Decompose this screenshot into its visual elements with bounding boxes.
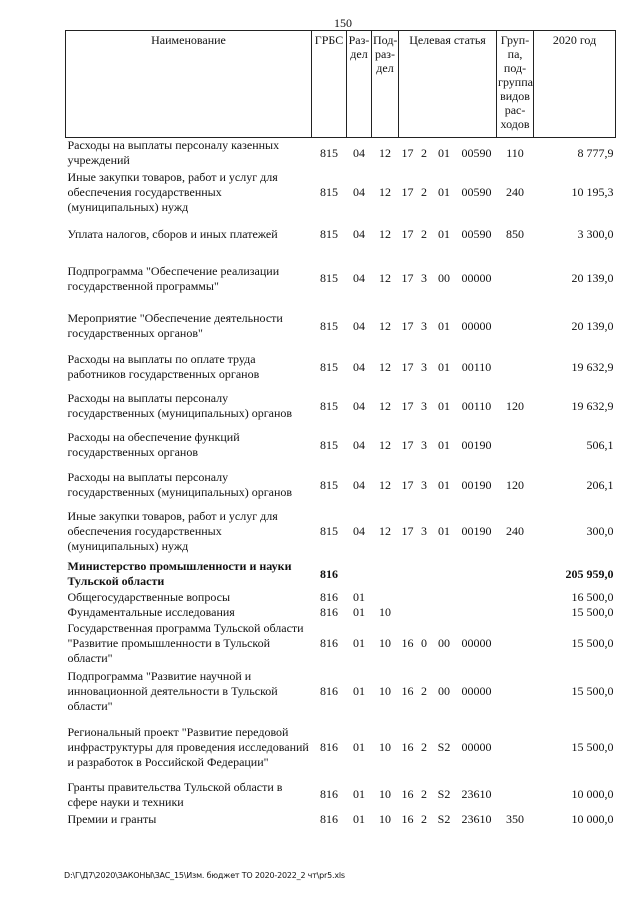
target-program-code: 17 <box>401 524 414 538</box>
expense-group-code: 850 <box>506 226 525 241</box>
expense-group-code <box>497 667 534 715</box>
target-program-code: 16 <box>401 739 414 754</box>
target-direction-code: 00590 <box>461 226 492 241</box>
podrazdel-code: 10 <box>379 811 391 826</box>
podrazdel-code: 12 <box>379 226 391 241</box>
target-program-code: 17 <box>401 437 414 452</box>
target-program-code: 17 <box>401 477 414 492</box>
target-program-code <box>399 558 417 590</box>
target-program-code: 17 <box>401 271 414 285</box>
target-event-code: S2 <box>437 739 451 754</box>
target-program-code: 17 <box>401 145 414 160</box>
target-event-code <box>432 590 457 605</box>
row-name: Мероприятие "Обеспечение деятельности государственных органов" <box>67 311 283 340</box>
row-name: Расходы на выплаты персоналу государственных (муниципальных) органов <box>67 391 293 420</box>
razdel-code: 04 <box>353 437 365 452</box>
amount-2020: 10 000,0 <box>571 787 614 801</box>
row-name: Гранты правительства Тульской области в сфере науки и техники <box>67 779 283 809</box>
grbs-code: 815 <box>320 477 338 492</box>
table-row <box>66 779 616 810</box>
target-direction-code <box>457 590 497 605</box>
expense-group-code <box>497 779 534 810</box>
grbs-code: 816 <box>320 739 338 754</box>
expense-group-code <box>497 425 534 465</box>
target-program-code: 17 <box>401 359 414 374</box>
budget-table <box>65 30 616 828</box>
amount-2020: 206,1 <box>586 477 614 492</box>
row-name: Фундаментальные исследования <box>67 605 235 619</box>
razdel-code: 01 <box>353 739 365 754</box>
file-path-footer: D:\Г\Д7\2020\ЗАКОНЫ\ЗАС_15\Изм. бюджет ТО 2020-2022_2 чт\pr5.xls <box>64 871 345 880</box>
razdel-code: 04 <box>353 271 365 285</box>
header-expense-group: Груп- па, под- группа видов рас- ходов <box>497 31 534 138</box>
grbs-code: 816 <box>320 683 338 698</box>
expense-group-code: 110 <box>506 145 524 160</box>
grbs-code: 816 <box>320 811 338 826</box>
row-name: Иные закупки товаров, работ и услуг для обеспечения государственных (муниципальных) нужд <box>67 169 278 214</box>
target-subprogram-code: 3 <box>421 477 427 492</box>
amount-2020: 15 500,0 <box>571 605 614 619</box>
target-event-code: 00 <box>438 636 450 650</box>
podrazdel-code: 10 <box>379 787 391 801</box>
expense-group-code: 240 <box>506 184 525 199</box>
podrazdel-code: 10 <box>379 683 391 698</box>
target-subprogram-code: 3 <box>421 398 427 413</box>
target-event-code: 01 <box>438 145 450 160</box>
podrazdel-code: 12 <box>379 477 391 492</box>
amount-2020: 10 195,3 <box>571 184 614 199</box>
amount-2020: 10 000,0 <box>571 811 614 826</box>
podrazdel-code: 12 <box>379 524 391 538</box>
amount-2020: 20 139,0 <box>571 318 614 333</box>
grbs-code: 815 <box>320 318 338 333</box>
expense-group-code <box>497 715 534 779</box>
expense-group-code <box>497 558 534 590</box>
target-program-code: 16 <box>401 636 414 650</box>
target-subprogram-code <box>417 590 432 605</box>
target-event-code: 00 <box>438 271 450 285</box>
table-row <box>66 667 616 715</box>
expense-group-code <box>497 305 534 347</box>
amount-2020: 506,1 <box>586 437 614 452</box>
table-row <box>66 505 616 558</box>
target-direction-code: 00590 <box>461 145 492 160</box>
podrazdel-code: 12 <box>379 437 391 452</box>
row-name: Уплата налогов, сборов и иных платежей <box>67 226 278 241</box>
podrazdel-code <box>372 558 399 590</box>
razdel-code: 04 <box>353 145 365 160</box>
target-program-code: 17 <box>401 318 414 333</box>
grbs-code: 815 <box>320 398 338 413</box>
target-event-code: 01 <box>438 226 450 241</box>
razdel-code: 01 <box>353 811 365 826</box>
target-direction-code: 00110 <box>461 398 492 413</box>
row-name: Расходы на выплаты персоналу государственных (муниципальных) органов <box>67 470 293 499</box>
target-subprogram-code: 3 <box>421 524 427 538</box>
target-direction-code: 00190 <box>461 524 492 538</box>
razdel-code: 01 <box>353 605 365 619</box>
target-direction-code: 00000 <box>461 683 492 698</box>
expense-group-code <box>497 620 534 667</box>
razdel-code: 04 <box>353 184 365 199</box>
row-name: Министерство промышленности и науки Тульской области <box>67 559 292 588</box>
expense-group-code: 240 <box>506 524 525 538</box>
grbs-code: 815 <box>320 359 338 374</box>
target-subprogram-code: 2 <box>421 184 427 199</box>
header-year-2020: 2020 год <box>534 31 616 138</box>
target-event-code: 01 <box>438 524 450 538</box>
expense-group-code <box>497 590 534 605</box>
table-row <box>66 252 616 305</box>
expense-group-code: 120 <box>506 398 525 413</box>
target-subprogram-code: 2 <box>421 811 427 826</box>
podrazdel-code: 12 <box>379 145 391 160</box>
target-event-code: 01 <box>438 318 450 333</box>
target-direction-code: 00590 <box>461 184 492 199</box>
grbs-code: 815 <box>320 145 338 160</box>
target-event-code <box>432 558 457 590</box>
razdel-code: 01 <box>353 683 365 698</box>
amount-2020: 20 139,0 <box>571 271 614 285</box>
podrazdel-code: 10 <box>379 605 391 619</box>
target-program-code: 17 <box>401 184 414 199</box>
target-direction-code <box>457 558 497 590</box>
amount-2020: 19 632,9 <box>571 398 614 413</box>
row-name: Премии и гранты <box>67 811 157 826</box>
target-program-code: 16 <box>401 787 414 801</box>
header-razdel: Раз- дел <box>347 31 372 138</box>
target-event-code <box>432 605 457 620</box>
table-row <box>66 620 616 667</box>
target-direction-code <box>457 605 497 620</box>
amount-2020: 16 500,0 <box>571 590 614 604</box>
header-podrazdel: Под- раз- дел <box>372 31 399 138</box>
target-program-code <box>399 605 417 620</box>
podrazdel-code: 12 <box>379 359 391 374</box>
target-direction-code: 00190 <box>461 477 492 492</box>
target-program-code: 17 <box>401 226 414 241</box>
razdel-code: 04 <box>353 477 365 492</box>
expense-group-code <box>497 605 534 620</box>
table-row <box>66 465 616 505</box>
table-row <box>66 216 616 252</box>
amount-2020: 205 959,0 <box>565 566 614 581</box>
row-name: Подпрограмма "Обеспечение реализации государственной программы" <box>67 263 280 293</box>
expense-group-code <box>497 347 534 387</box>
grbs-code: 815 <box>320 271 338 285</box>
target-subprogram-code: 2 <box>421 787 427 801</box>
target-subprogram-code: 3 <box>421 318 427 333</box>
razdel-code: 04 <box>353 398 365 413</box>
amount-2020: 15 500,0 <box>571 683 614 698</box>
amount-2020: 8 777,9 <box>577 145 614 160</box>
podrazdel-code: 12 <box>379 184 391 199</box>
target-direction-code: 00110 <box>461 359 492 374</box>
podrazdel-code: 10 <box>379 636 391 650</box>
table-row <box>66 168 616 216</box>
target-direction-code: 00000 <box>461 636 492 650</box>
target-program-code: 17 <box>401 398 414 413</box>
table-body <box>66 138 616 829</box>
target-subprogram-code: 3 <box>421 359 427 374</box>
target-event-code: 01 <box>438 477 450 492</box>
expense-group-code <box>497 252 534 305</box>
target-subprogram-code: 2 <box>421 739 427 754</box>
table-row <box>66 138 616 169</box>
grbs-code: 815 <box>320 437 338 452</box>
amount-2020: 3 300,0 <box>577 226 614 241</box>
row-name: Иные закупки товаров, работ и услуг для обеспечения государственных (муниципальных) нужд <box>67 509 278 553</box>
target-event-code: 01 <box>438 184 450 199</box>
expense-group-code: 350 <box>506 811 525 826</box>
target-program-code <box>399 590 417 605</box>
grbs-code: 816 <box>320 590 338 604</box>
header-name: Наименование <box>66 31 312 138</box>
row-name: Расходы на выплаты по оплате труда работников государственных органов <box>67 352 260 381</box>
expense-group-code: 120 <box>506 477 525 492</box>
table-row <box>66 425 616 465</box>
row-name: Подпрограмма "Развитие научной и инновационной деятельности в Тульской области" <box>67 668 278 713</box>
grbs-code: 816 <box>320 787 338 801</box>
target-program-code: 16 <box>401 811 414 826</box>
table-row <box>66 590 616 605</box>
razdel-code: 01 <box>353 590 365 604</box>
razdel-code: 04 <box>353 524 365 538</box>
razdel-code: 04 <box>353 226 365 241</box>
podrazdel-code: 10 <box>379 739 391 754</box>
target-direction-code: 23610 <box>461 787 492 801</box>
amount-2020: 15 500,0 <box>571 739 614 754</box>
target-subprogram-code: 2 <box>421 683 427 698</box>
razdel-code: 04 <box>353 359 365 374</box>
target-subprogram-code: 2 <box>421 145 427 160</box>
table-row <box>66 810 616 828</box>
target-event-code: 01 <box>438 359 450 374</box>
podrazdel-code: 12 <box>379 318 391 333</box>
target-direction-code: 00000 <box>461 739 492 754</box>
grbs-code: 815 <box>320 226 338 241</box>
target-direction-code: 00000 <box>461 318 492 333</box>
row-name: Расходы на выплаты персоналу казенных учреждений <box>67 138 280 167</box>
amount-2020: 300,0 <box>586 524 614 538</box>
target-event-code: 01 <box>438 398 450 413</box>
header-target-article: Целевая статья <box>399 31 497 138</box>
podrazdel-code: 12 <box>379 271 391 285</box>
razdel-code: 01 <box>353 636 365 650</box>
table-row <box>66 387 616 425</box>
table-row <box>66 715 616 779</box>
table-row <box>66 558 616 590</box>
table-row <box>66 305 616 347</box>
target-direction-code: 00190 <box>461 437 492 452</box>
target-subprogram-code: 3 <box>421 271 427 285</box>
podrazdel-code: 12 <box>379 398 391 413</box>
grbs-code: 816 <box>320 636 338 650</box>
target-event-code: S2 <box>437 811 451 826</box>
target-subprogram-code <box>417 558 432 590</box>
grbs-code: 816 <box>320 605 338 619</box>
header-grbs: ГРБС <box>312 31 347 138</box>
page-number: 150 <box>334 16 352 30</box>
razdel-code: 04 <box>353 318 365 333</box>
row-name: Государственная программа Тульской области "Развитие промышленности в Тульской области" <box>67 621 304 665</box>
grbs-code: 815 <box>320 524 338 538</box>
amount-2020: 15 500,0 <box>571 636 614 650</box>
razdel-code <box>347 558 372 590</box>
row-name: Расходы на обеспечение функций государственных органов <box>67 430 240 459</box>
target-program-code: 16 <box>401 683 414 698</box>
grbs-code: 816 <box>320 566 338 581</box>
razdel-code: 01 <box>353 787 365 801</box>
amount-2020: 19 632,9 <box>571 359 614 374</box>
target-subprogram-code: 0 <box>421 636 427 650</box>
target-subprogram-code <box>417 605 432 620</box>
grbs-code: 815 <box>320 184 338 199</box>
target-direction-code: 00000 <box>461 271 492 285</box>
target-event-code: 00 <box>438 683 450 698</box>
target-event-code: S2 <box>437 787 451 801</box>
row-name: Региональный проект "Развитие передовой инфраструктуры для проведения исследований и разработок в Российской Федерации" <box>67 724 309 769</box>
target-direction-code: 23610 <box>461 811 492 826</box>
table-row <box>66 347 616 387</box>
table-row <box>66 605 616 620</box>
row-name: Общегосударственные вопросы <box>67 590 231 604</box>
target-subprogram-code: 3 <box>421 437 427 452</box>
podrazdel-code <box>372 590 399 605</box>
table-header-row <box>66 31 616 138</box>
target-subprogram-code: 2 <box>421 226 427 241</box>
target-event-code: 01 <box>438 437 450 452</box>
